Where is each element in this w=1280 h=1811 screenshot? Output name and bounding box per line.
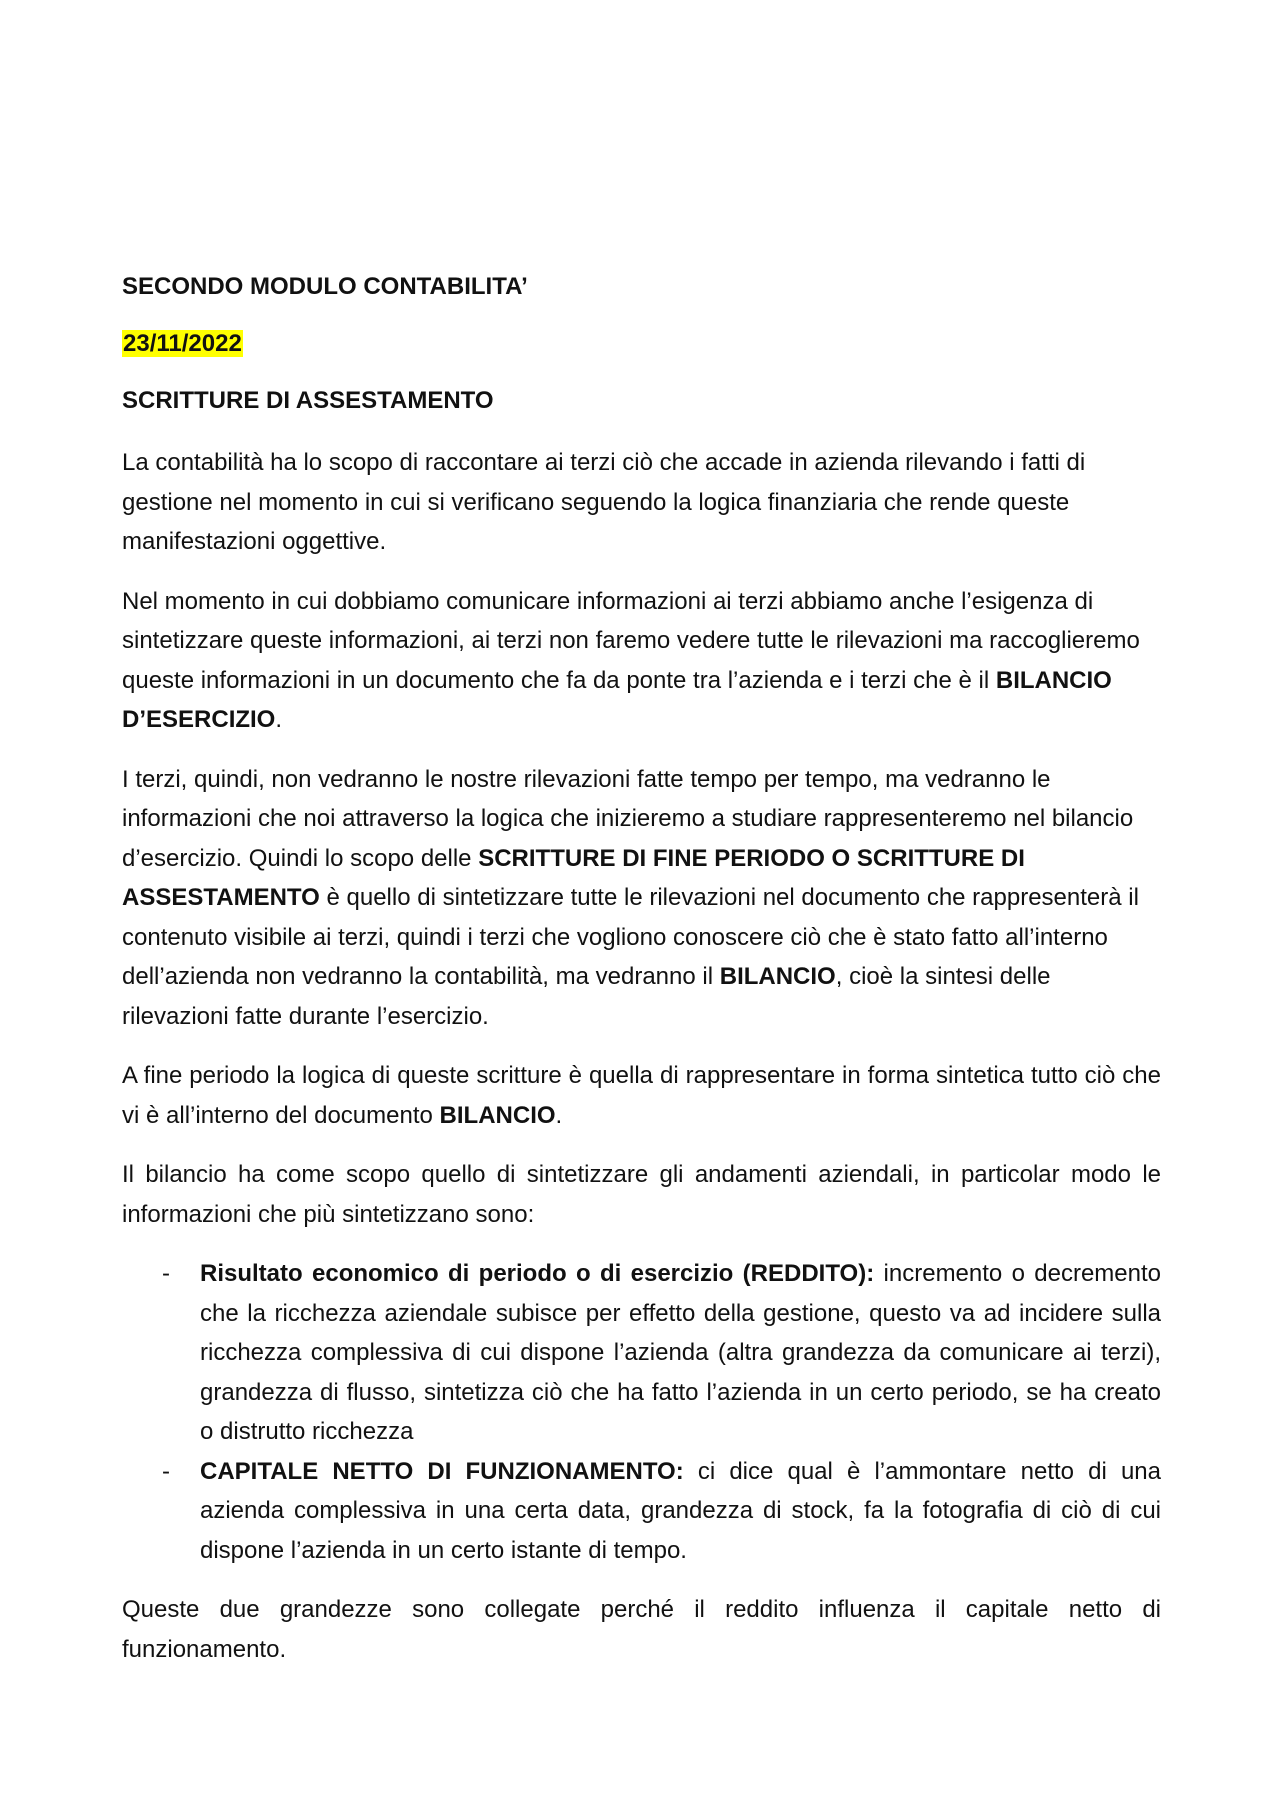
paragraph-3 xyxy=(122,760,1161,1037)
highlighted-date: 23/11/2022 xyxy=(123,330,242,357)
paragraph-3-text-1: I terzi, quindi, non vedranno le nostre rilevazioni fatte tempo per tempo, ma vedranno le informazioni che noi attraverso la logica che inizieremo a studiare rappresenteremo nel bilancio d’esercizio. Quindi lo scopo delle xyxy=(122,765,1134,872)
paragraph-4 xyxy=(122,1056,1161,1135)
list-item xyxy=(122,1452,1161,1571)
list-item-text: incremento o decremento che la ricchezza aziendale subisce per effetto della gestione, questo va ad incidere sulla ricchezza complessiva di cui dispone l’azienda (altra grandezza da comunicare ai terzi), grandezza di flusso, sintetizza ciò che ha fatto l’azienda in un certo periodo, se ha creato o distrutto ricchezza xyxy=(200,1260,1161,1445)
paragraph-1: La contabilità ha lo scopo di raccontare ai terzi ciò che accade in azienda rilevando i fatti di gestione nel momento in cui si verificano seguendo la logica finanziaria che rende queste manifestazioni oggettive. xyxy=(122,449,1086,555)
paragraph-2 xyxy=(122,582,1161,740)
paragraph-3-text-2: è quello di sintetizzare tutte le rilevazioni nel documento che rappresenterà il contenuto visibile ai terzi, quindi i terzi che vogliono conoscere ciò che è stato fatto all’interno dell’azienda non vedranno la contabilità, ma vedranno il xyxy=(122,884,1139,990)
date-line xyxy=(122,329,1161,359)
bullet-dash: - xyxy=(162,1457,170,1485)
paragraph-5: Il bilancio ha come scopo quello di sintetizzare gli andamenti aziendali, in particolar modo le informazioni che più sintetizzano sono: xyxy=(122,1161,1161,1228)
paragraph-4-text: A fine periodo la logica di queste scritture è quella di rappresentare in forma sintetica tutto ciò che vi è all’interno del documento xyxy=(122,1062,1161,1129)
paragraph-2-end: . xyxy=(275,706,283,733)
bullet-dash: - xyxy=(162,1260,170,1287)
paragraph-2-text: Nel momento in cui dobbiamo comunicare informazioni ai terzi abbiamo anche l’esigenza di sintetizzare queste informazioni, ai terzi non faremo vedere tutte le rilevazioni ma raccoglieremo queste informazioni in un documento che fa da ponte tra l’azienda e i terzi che è il xyxy=(122,587,1140,694)
paragraph-4-bold: BILANCIO xyxy=(439,1101,556,1129)
section-heading: SCRITTURE DI ASSESTAMENTO xyxy=(122,387,494,414)
list-item-bold: Risultato economico di periodo o di esercizio (REDDITO): xyxy=(200,1260,875,1287)
paragraph-4-end: . xyxy=(555,1101,563,1129)
paragraph-3-bold-2: BILANCIO xyxy=(719,963,836,990)
paragraph-3-bold-1: SCRITTURE DI FINE PERIODO O SCRITTURE DI ASSESTAMENTO xyxy=(122,844,1025,911)
list-item-text: ci dice qual è l’ammontare netto di una azienda complessiva in una certa data, grandezza di stock, fa la fotografia di ciò di cui dispone l’azienda in un certo istante di tempo. xyxy=(200,1457,1161,1564)
paragraph-2-bold: BILANCIO D’ESERCIZIO xyxy=(122,666,1112,733)
paragraph-3-text-3: , cioè la sintesi delle rilevazioni fatte durante l’esercizio. xyxy=(122,963,1051,1030)
paragraph-6: Queste due grandezze sono collegate perché il reddito influenza il capitale netto di funzionamento. xyxy=(122,1596,1161,1663)
list-item-bold: CAPITALE NETTO DI FUNZIONAMENTO: xyxy=(200,1457,684,1485)
document-title: SECONDO MODULO CONTABILITA’ xyxy=(122,273,528,300)
bullet-list xyxy=(122,1254,1161,1570)
list-item xyxy=(122,1254,1161,1452)
